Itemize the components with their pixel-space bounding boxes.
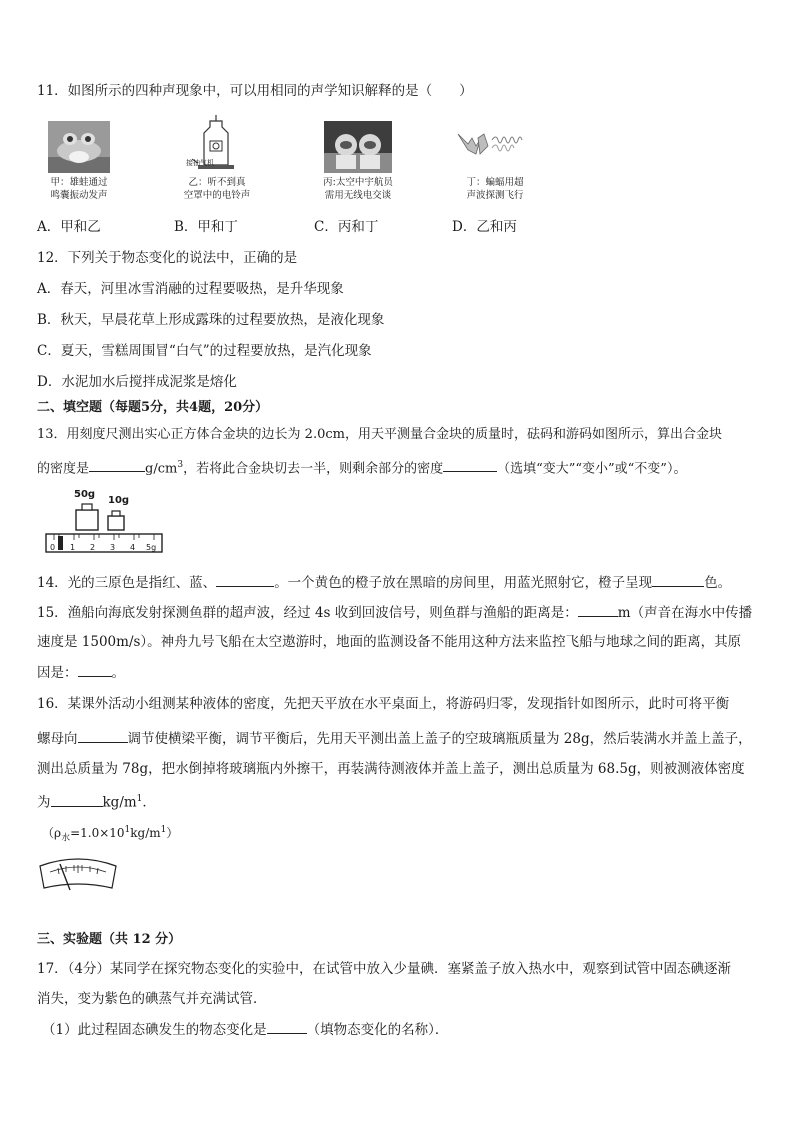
q14-line xyxy=(37,572,731,593)
scale-tick-4: 4 xyxy=(130,543,136,552)
astronauts-caption-1: 丙:太空中宇航员 xyxy=(323,177,393,188)
bat-image xyxy=(454,126,528,166)
scale-tick-2: 2 xyxy=(90,543,96,552)
q16-blank-density xyxy=(51,792,103,807)
section-2-heading: 二、填空题（每题5分，共4题，20分） xyxy=(37,400,269,415)
q11-option-b: B．甲和丁 xyxy=(174,219,238,235)
q15-text-a: 15．渔船向海底发射探测鱼群的超声波，经过 4s 收到回波信号，则鱼群与渔船的距离是： xyxy=(37,605,578,621)
q15-line-3 xyxy=(37,662,125,683)
q13-blank-density xyxy=(89,457,145,472)
q16-note-exp2: 1 xyxy=(160,825,167,835)
q16-note-water: 水 xyxy=(61,833,71,844)
q16-note-exp1: 1 xyxy=(124,825,131,835)
q15-blank-distance xyxy=(578,602,618,617)
bell-jar-caption-1: 乙：听不到真 xyxy=(188,177,246,188)
q17-line-1: 17．（4分）某同学在探究物态变化的实验中，在试管中放入少量碘．塞紧盖子放入热水中，观察到试管中固态碘逐渐 xyxy=(37,961,732,977)
q17-line-2: 消失，变为紫色的碘蒸气并充满试管． xyxy=(37,991,267,1007)
q14-text-b: 。一个黄色的橙子放在黑暗的房间里，用蓝光照射它，橙子呈现 xyxy=(274,575,653,591)
pump-label: 接抽气机 xyxy=(186,159,214,167)
q13-text-d: （选填“变大”“变小”或“不变”）。 xyxy=(497,461,687,477)
q16-water-density-note xyxy=(42,820,178,848)
q16-unit: kg/m xyxy=(102,794,137,811)
q16-note-rho: （ρ xyxy=(42,826,62,840)
q13-unit: g/cm xyxy=(145,461,178,477)
q11-option-d: D．乙和丙 xyxy=(452,219,517,235)
bell-jar-caption-2: 空罩中的电铃声 xyxy=(183,190,251,201)
bat-caption-2: 声波探测飞行 xyxy=(466,190,524,201)
q11-option-c: C．丙和丁 xyxy=(314,219,379,235)
q16-blank-direction xyxy=(78,728,128,743)
q16-note-value: =1.0×10 xyxy=(70,826,125,840)
q14-blank-result xyxy=(652,572,704,587)
q16-line-1: 16．某课外活动小组测某种液体的密度，先把天平放在水平桌面上，将游码归零，发现指针如图所示，此时可将平衡 xyxy=(37,696,730,712)
q13-text-a: 的密度是 xyxy=(37,461,90,477)
q16-note-unit: kg/m xyxy=(130,826,161,840)
section-3-heading: 三、实验题（共 12 分） xyxy=(37,932,182,947)
q15-line-2: 速度是 1500m/s）。神舟九号飞船在太空遨游时，地面的监测设备不能用这种方法来监控飞船与地球之间的距离，其原 xyxy=(37,634,742,650)
astronauts-image xyxy=(324,121,392,173)
q13-line-2 xyxy=(37,455,686,479)
scale-tick-5g: 5g xyxy=(146,543,157,552)
q17-sub1-text-a: （1）此过程固态碘发生的物态变化是 xyxy=(42,1022,267,1038)
q15-text-b: m（声音在海水中传播 xyxy=(617,605,753,621)
q16-text-a: 螺母向 xyxy=(37,731,78,747)
q16-line-2 xyxy=(37,728,752,749)
q12-option-b: B．秋天，早晨花草上形成露珠的过程要放热，是液化现象 xyxy=(37,312,385,328)
scale-tick-1: 1 xyxy=(70,543,76,552)
frog-image xyxy=(48,121,110,173)
q15-line-1 xyxy=(37,602,752,623)
balance-pointer-figure xyxy=(36,852,120,896)
q11-stem: 11．如图所示的四种声现象中，可以用相同的声学知识解释的是（ ） xyxy=(37,83,473,99)
q16-text-d: ． xyxy=(142,794,156,811)
weight-label-50g: 50g xyxy=(74,489,96,500)
q17-sub-1 xyxy=(42,1019,448,1040)
q13-blank-change xyxy=(443,457,497,472)
q11-option-a: A．甲和乙 xyxy=(37,219,101,235)
q15-text-c: 因是： xyxy=(37,665,78,681)
q14-blank-color xyxy=(216,572,274,587)
q16-text-b: 调节使横梁平衡，调节平衡后，先用天平测出盖上盖子的空玻璃瓶质量为 28g，然后装满水并盖上盖子， xyxy=(127,731,752,747)
q12-option-a: A．春天，河里冰雪消融的过程要吸热，是升华现象 xyxy=(37,281,344,297)
q12-stem: 12．下列关于物态变化的说法中，正确的是 xyxy=(37,250,298,266)
q15-text-d: 。 xyxy=(111,665,125,681)
q16-line-3: 测出总质量为 78g，把水倒掉将玻璃瓶内外擦干，再装满待测液体并盖上盖子，测出总质量为 68.5g，则被测液体密度 xyxy=(37,761,745,777)
q13-text-c: ，若将此合金块切去一半，则剩余部分的密度 xyxy=(183,461,444,477)
weight-label-10g: 10g xyxy=(108,495,130,506)
q17-sub1-text-b: （填物态变化的名称）． xyxy=(306,1022,449,1038)
q12-option-c: C．夏天，雪糕周围冒“白气”的过程要放热，是汽化现象 xyxy=(37,343,372,359)
q16-line-4 xyxy=(37,789,156,813)
q16-unit-exp: 1 xyxy=(136,794,143,804)
q16-text-c: 为 xyxy=(37,794,51,811)
q13-line-1: 13．用刻度尺测出实心正方体合金块的边长为 2.0cm，用天平测量合金块的质量时，砝码和游码如图所示，算出合金块 xyxy=(37,427,722,442)
astronauts-caption-2: 需用无线电交谈 xyxy=(324,190,392,201)
scale-tick-0: 0 xyxy=(50,543,56,552)
bat-caption-1: 丁：蝙蝠用超 xyxy=(466,177,524,188)
q15-blank-reason xyxy=(78,662,112,677)
q14-text-a: 14．光的三原色是指红、蓝、 xyxy=(37,575,217,591)
frog-caption-1: 甲：雄蛙通过 xyxy=(50,177,108,188)
q14-text-c: 色。 xyxy=(704,575,732,591)
frog-caption-2: 鸣囊振动发声 xyxy=(50,190,108,201)
q13-unit-exp: 3 xyxy=(177,460,184,470)
q16-note-close: ） xyxy=(166,826,179,840)
scale-tick-3: 3 xyxy=(110,543,116,552)
q12-option-d: D．水泥加水后搅拌成泥浆是熔化 xyxy=(37,374,237,390)
q17-blank-change xyxy=(267,1019,307,1034)
